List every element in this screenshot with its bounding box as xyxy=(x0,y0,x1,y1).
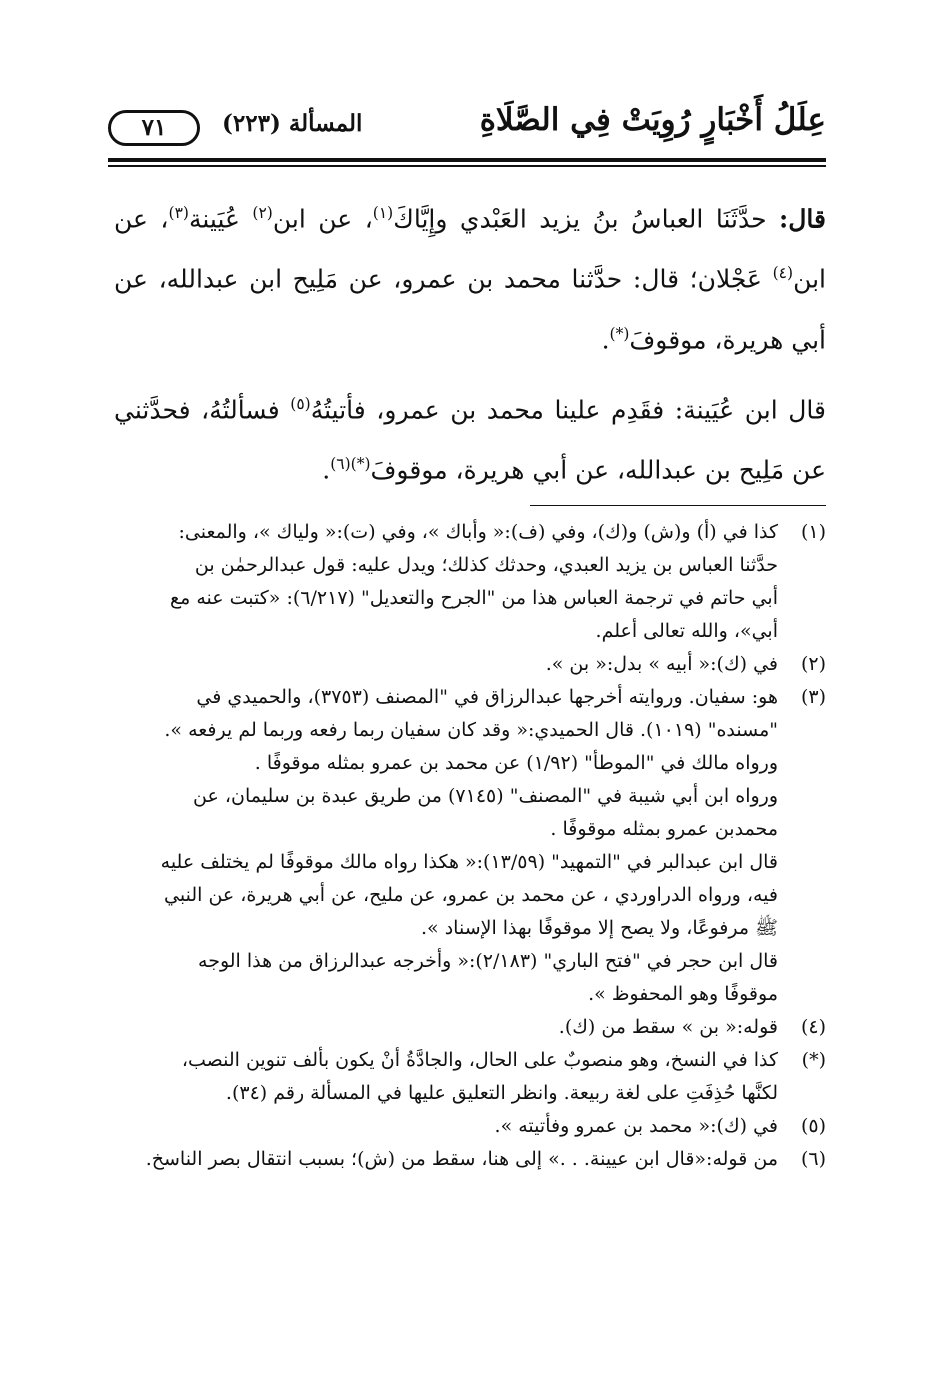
book-title: عِلَلُ أَخْبَارٍ رُوِيَتْ فِي الصَّلَاةِ xyxy=(479,102,826,138)
footnote xyxy=(108,1143,826,1176)
footnote-text xyxy=(108,1011,778,1044)
footnote-number: (٣) xyxy=(800,686,826,708)
text-run: . xyxy=(322,455,331,485)
page-number: ٧١ xyxy=(108,110,200,146)
footnote-line: من قوله:«قال ابن عيينة. . .» إلى هنا، سقط من (ش)؛ بسبب انتقال بصر الناسخ. xyxy=(145,1148,778,1170)
footnote-line: موقوفًا وهو المحفوظ ». xyxy=(588,983,778,1005)
footnote-marker: (*)(٦) xyxy=(330,455,371,474)
footnote-line: قال ابن حجر في "فتح الباري" (٢/١٨٣):« وأخرجه عبدالرزاق من هذا الوجه xyxy=(198,950,778,972)
text-run: عُيَينة xyxy=(188,204,253,234)
footnote-text xyxy=(108,1143,778,1176)
paragraph-1 xyxy=(114,186,826,367)
footnote-text xyxy=(108,1044,778,1110)
footnote-line: ﷺ مرفوعًا، ولا يصح إلا موقوفًا بهذا الإسناد ». xyxy=(421,917,778,939)
footnote-line: في (ك):« محمد بن عمرو وفأتيته ». xyxy=(494,1115,778,1137)
text-run: حدَّثَنَا العباسُ بنُ يزيد العَبْدي وإِيَّاكَ xyxy=(393,204,780,234)
text-run: . xyxy=(601,324,610,354)
footnote-line: كذا في (أ) و(ش) و(ك)، وفي (ف):« وأباك »، وفي (ت):« ولياك »، والمعنى: xyxy=(178,521,778,543)
footnote-line: هو: سفيان. وروايته أخرجها عبدالرزاق في "المصنف (٣٧٥٣)، والحميدي في xyxy=(196,686,778,708)
footnote-line: قال ابن عبدالبر في "التمهيد" (١٣/٥٩):« هكذا رواه مالك موقوفًا لم يختلف عليه xyxy=(160,851,778,873)
footnote-line: لكنَّها حُذِفَتِ على لغة ربيعة. وانظر التعليق عليها في المسألة رقم (٣٤). xyxy=(225,1082,778,1104)
footnote-line: ورواه مالك في "الموطأ" (١/٩٢) عن محمد بن عمرو بمثله موقوفًا . xyxy=(254,752,778,774)
paragraph-2 xyxy=(114,377,826,498)
footnote-marker: (٢) xyxy=(252,204,273,222)
footnote-separator xyxy=(530,505,826,506)
footnote xyxy=(108,1011,826,1044)
footnote-text xyxy=(108,648,778,681)
issue-label: المسألة (٢٢٣) xyxy=(222,110,363,137)
footnote-text xyxy=(108,1110,778,1143)
footnote-number: (*) xyxy=(801,1049,826,1071)
footnote-line: أبي حاتم في ترجمة العباس هذا من "الجرح والتعديل" (٦/٢١٧): «كتبت عنه مع xyxy=(170,587,778,609)
footnote-number: (٢) xyxy=(800,653,826,675)
footnote-number: (١) xyxy=(800,521,826,543)
footnote-number: (٦) xyxy=(800,1148,826,1170)
footnote-number: (٤) xyxy=(800,1016,826,1038)
footnote-text xyxy=(108,516,778,648)
footnote-line: كذا في النسخ، وهو منصوبٌ على الحال، والجادَّةُ أنْ يكون بألف تنوين النصب، xyxy=(181,1049,778,1071)
running-header xyxy=(108,100,826,158)
header-rule-thick xyxy=(108,158,826,162)
footnote-line: ورواه ابن أبي شيبة في "المصنف" (٧١٤٥) من طريق عبدة بن سليمان، عن xyxy=(193,785,778,807)
footnote-marker: (١) xyxy=(372,204,394,222)
footnote-number: (٥) xyxy=(800,1115,826,1137)
footnote xyxy=(108,516,826,648)
footnote xyxy=(108,1110,826,1143)
footnote-marker: (٥) xyxy=(290,394,311,413)
paragraph-lead: قال: xyxy=(779,204,826,234)
footnote-marker: (٤) xyxy=(772,264,794,283)
main-text xyxy=(114,186,826,498)
footnote-line: أبي»، والله تعالى أعلم. xyxy=(595,620,778,642)
footnotes xyxy=(108,516,826,1176)
header-rule-thin xyxy=(108,165,826,167)
footnote xyxy=(108,681,826,1011)
footnote-line: "مسنده" (١٠١٩). قال الحميدي:« وقد كان سفيان ربما رفعه وربما لم يرفعه ». xyxy=(164,719,778,741)
text-run: ، عن ابن xyxy=(114,204,826,294)
footnote-line: في (ك):« أبيه » بدل:« بن ». xyxy=(545,653,778,675)
footnote-marker: (٣) xyxy=(168,204,189,222)
footnote-line: حدَّثنا العباس بن يزيد العبدي، وحدثك كذلك؛ ويدل عليه: قول عبدالرحمٰن بن xyxy=(194,554,778,576)
text-run: قال ابن عُيَينة: فقَدِم علينا محمد بن عمرو، فأتيتُهُ xyxy=(310,395,826,425)
footnote xyxy=(108,648,826,681)
footnote-line: فيه، ورواه الدراوردي ، عن محمد بن عمرو، عن مليح، عن أبي هريرة، عن النبي xyxy=(164,884,778,906)
footnote-text xyxy=(108,681,778,1011)
footnote-line: محمدبن عمرو بمثله موقوفًا . xyxy=(550,818,778,840)
text-run: فسألتُهُ، فحدَّثني عن مَلِيح بن عبدالله، عن أبي هريرة، موقوفَ xyxy=(114,395,826,485)
footnote-line: قوله:« بن » سقط من (ك). xyxy=(558,1016,778,1038)
text-run: ، عن ابن xyxy=(272,204,373,234)
text-run: عَجْلان؛ قال: حدَّثنا محمد بن عمرو، عن مَلِيح ابن عبدالله، عن أبي هريرة، موقوفَ xyxy=(114,264,826,354)
footnote-marker: (*) xyxy=(609,324,630,343)
footnote xyxy=(108,1044,826,1110)
